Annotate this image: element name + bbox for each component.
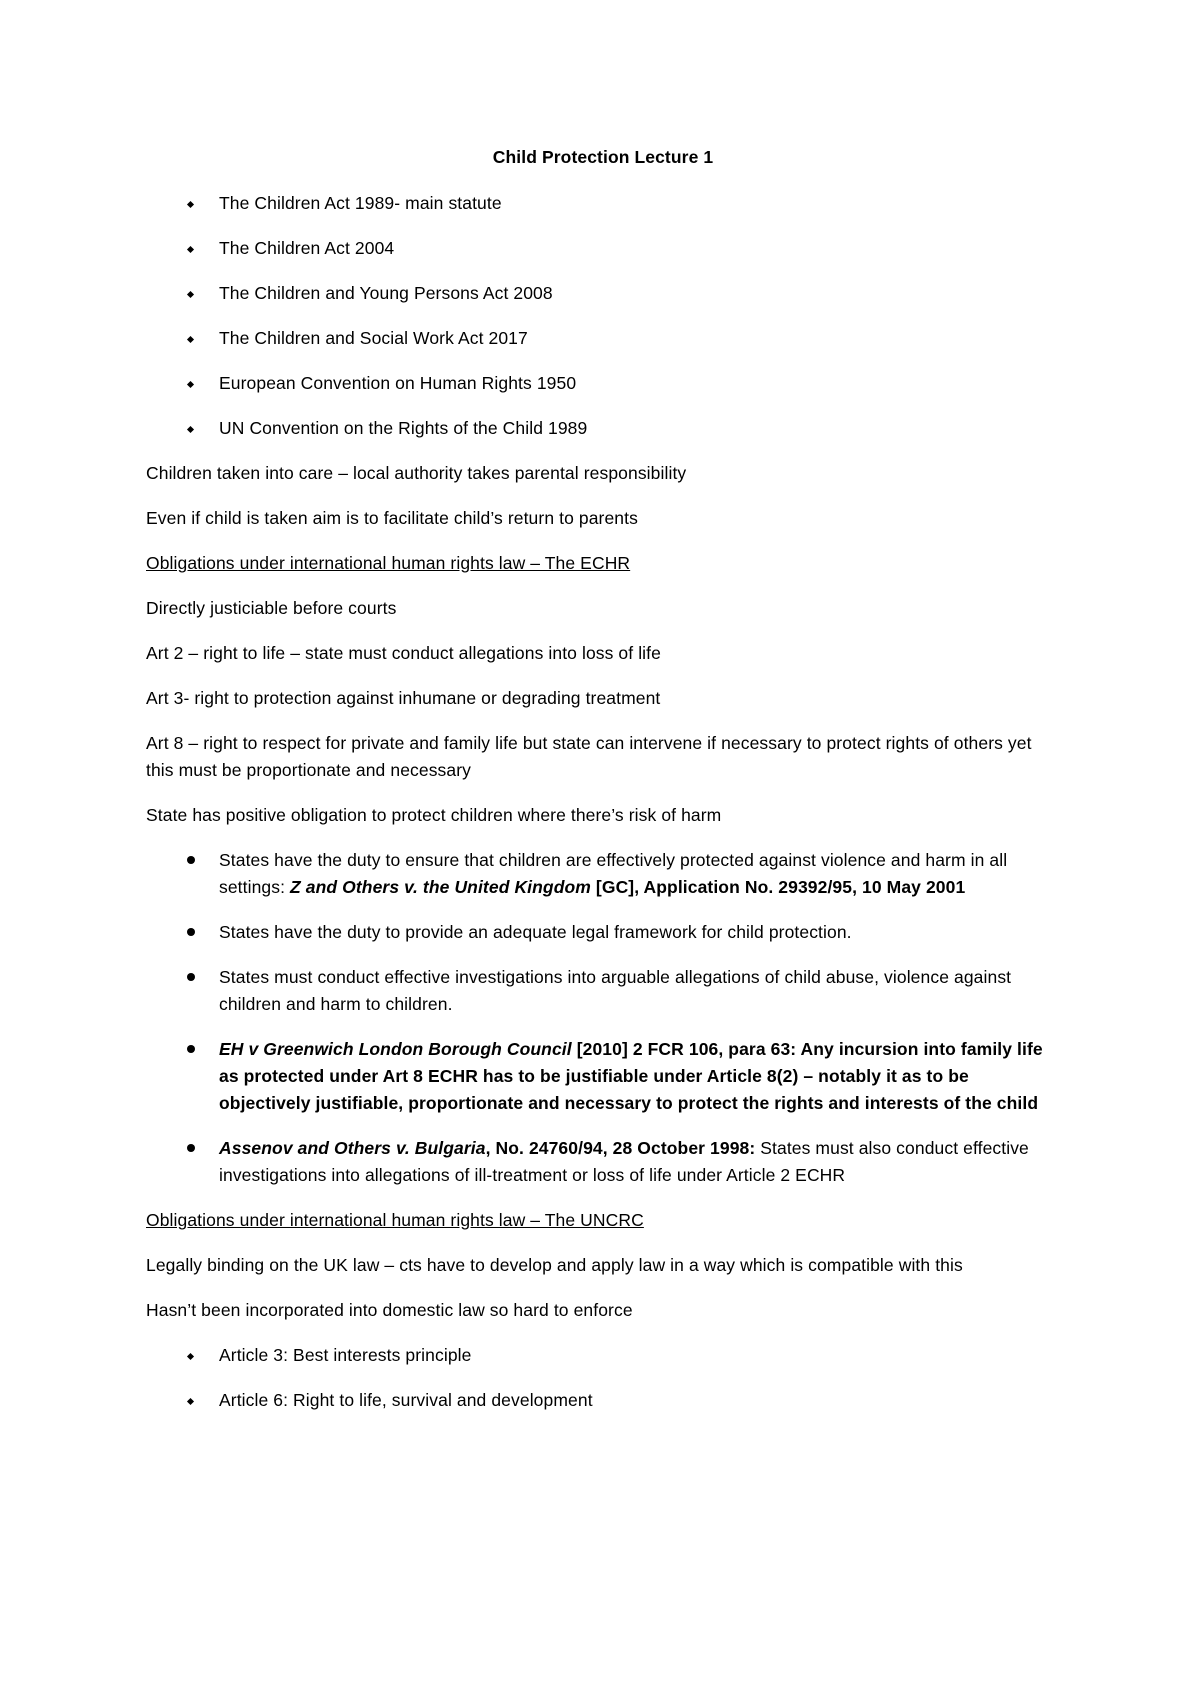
article-text: Best interests principle (288, 1345, 472, 1365)
article-text: Right to life, survival and development (288, 1390, 593, 1410)
list-item: UN Convention on the Rights of the Child 1989 (146, 415, 1060, 442)
case-name: EH v Greenwich London Borough Council (219, 1039, 572, 1059)
list-item (146, 1036, 1060, 1117)
paragraph: State has positive obligation to protect children where there’s risk of harm (146, 805, 722, 825)
article-label: Article 6: (219, 1390, 289, 1410)
paragraph: Legally binding on the UK law – cts have to develop and apply law in a way which is compatible with this (146, 1255, 963, 1275)
statute-list (146, 190, 1060, 442)
case-citation: , No. 24760/94, 28 October 1998: (485, 1138, 756, 1158)
section-heading-uncrc: Obligations under international human rights law – The UNCRC (146, 1210, 644, 1230)
section-heading-echr: Obligations under international human rights law – The ECHR (146, 553, 631, 573)
duty-text: States have the duty to provide an adequate legal framework for child protection. (219, 922, 852, 942)
paragraph: Art 8 – right to respect for private and family life but state can intervene if necessary to protect rights of others yet this must be proportionate and necessary (146, 733, 1032, 780)
case-citation: [2010] 2 FCR 106, para 63: Any incursion into family life as protected under Art 8 ECHR has to be justifiable under Article 8(2) – notably it as to be objectively justifiable, proportionate and necessary to protect the rights and interests of the child (219, 1039, 1043, 1113)
list-item: European Convention on Human Rights 1950 (146, 370, 1060, 397)
case-name: Z and Others v. the United Kingdom (290, 877, 591, 897)
list-item (146, 1342, 1060, 1369)
duty-text: States must also conduct effective investigations into allegations of ill-treatment or loss of life under Article 2 ECHR (219, 1138, 1029, 1185)
paragraph: Art 2 – right to life – state must conduct allegations into loss of life (146, 643, 661, 663)
duty-text: States have the duty to ensure that children are effectively protected against violence and harm in all settings: (219, 850, 1008, 897)
paragraph: Art 3- right to protection against inhumane or degrading treatment (146, 688, 661, 708)
paragraph: Even if child is taken aim is to facilitate child’s return to parents (146, 508, 638, 528)
list-item: The Children Act 1989- main statute (146, 190, 1060, 217)
list-item (146, 1387, 1060, 1414)
list-item: The Children and Young Persons Act 2008 (146, 280, 1060, 307)
paragraph: Children taken into care – local authority takes parental responsibility (146, 463, 687, 483)
case-citation: [GC], Application No. 29392/95, 10 May 2001 (590, 877, 966, 897)
case-name: Assenov and Others v. Bulgaria (219, 1138, 486, 1158)
list-item: The Children Act 2004 (146, 235, 1060, 262)
list-item (146, 1135, 1060, 1189)
duty-text: States must conduct effective investigations into arguable allegations of child abuse, violence against children and harm to children. (219, 967, 1012, 1014)
list-item: The Children and Social Work Act 2017 (146, 325, 1060, 352)
paragraph: Directly justiciable before courts (146, 598, 397, 618)
list-item (146, 964, 1060, 1018)
paragraph: Hasn’t been incorporated into domestic law so hard to enforce (146, 1300, 633, 1320)
page-title: Child Protection Lecture 1 (492, 147, 714, 167)
duties-list (146, 847, 1060, 1189)
list-item (146, 847, 1060, 901)
list-item (146, 919, 1060, 946)
article-label: Article 3: (219, 1345, 289, 1365)
articles-list (146, 1342, 1060, 1414)
